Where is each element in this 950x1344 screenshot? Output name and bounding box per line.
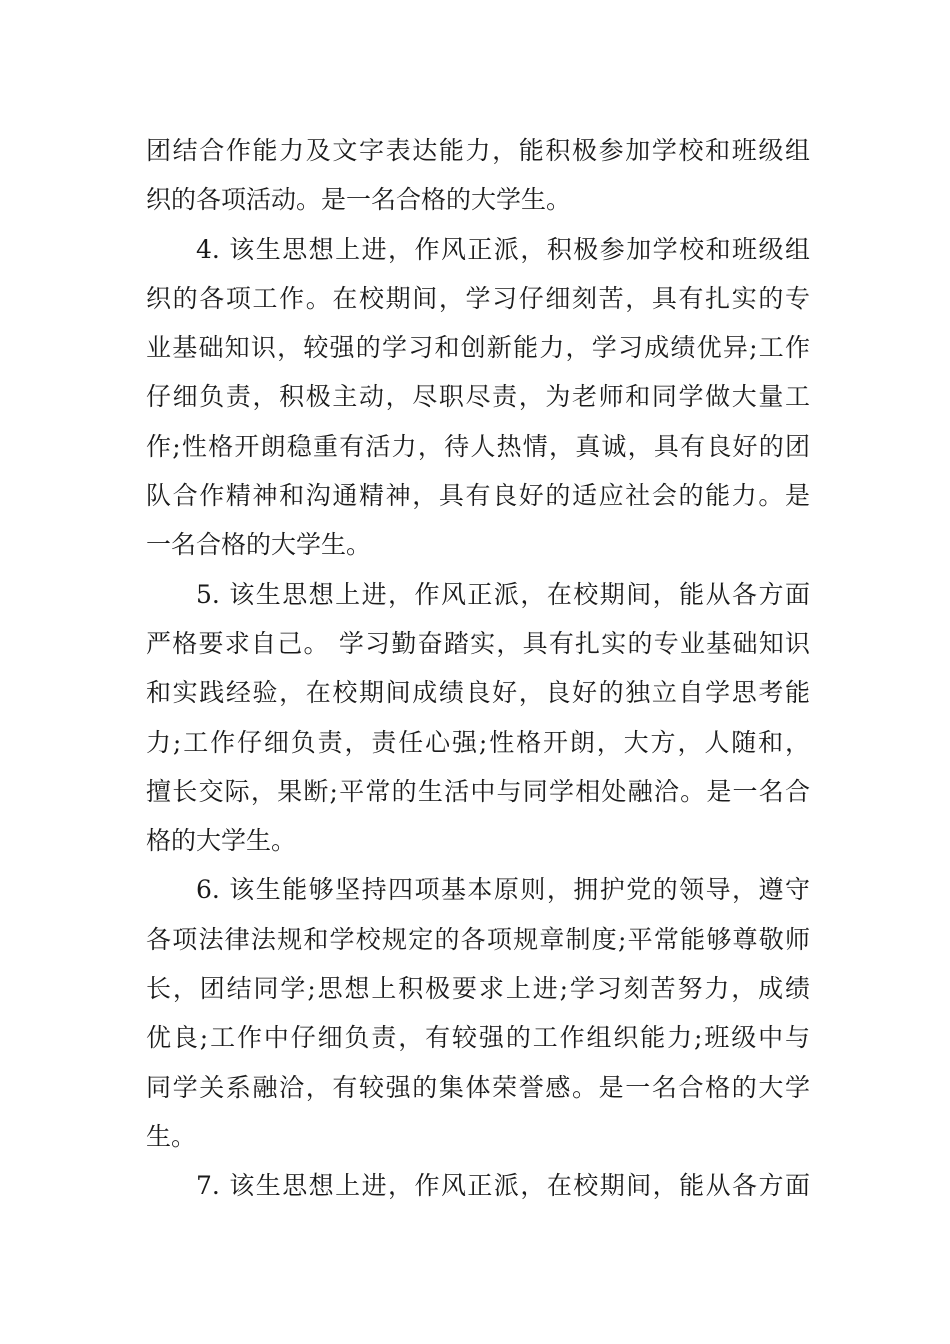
- text-line: 擅长交际，果断;平常的生活中与同学相处融洽。是一名合: [146, 776, 810, 806]
- text-line: 力;工作仔细负责，责任心强;性格开朗，大方，人随和，: [146, 727, 810, 757]
- text-line: 生。: [146, 1121, 197, 1151]
- text-line: 仔细负责，积极主动，尽职尽责，为老师和同学做大量工: [146, 382, 810, 412]
- text-line: 织的各项活动。是一名合格的大学生。: [146, 185, 572, 215]
- text-line: 优良;工作中仔细负责，有较强的工作组织能力;班级中与: [146, 1023, 810, 1053]
- text-line: 同学关系融洽，有较强的集体荣誉感。是一名合格的大学: [146, 1072, 810, 1102]
- text-line: 各项法律法规和学校规定的各项规章制度;平常能够尊敬师: [146, 924, 810, 954]
- document-body: [146, 126, 810, 1211]
- text-line: 团结合作能力及文字表达能力，能积极参加学校和班级组: [146, 136, 810, 165]
- text-line: 一名合格的大学生。: [146, 530, 372, 560]
- text-line: 格的大学生。: [146, 826, 297, 856]
- text-line: 和实践经验，在校期间成绩良好，良好的独立自学思考能: [146, 678, 810, 708]
- text-line: 4. 该生思想上进，作风正派，积极参加学校和班级组: [196, 234, 810, 264]
- text-line: 长，团结同学;思想上积极要求上进;学习刻苦努力，成绩: [146, 974, 810, 1004]
- text-line: 严格要求自己。 学习勤奋踏实，具有扎实的专业基础知识: [146, 628, 810, 658]
- text-line: 业基础知识，较强的学习和创新能力，学习成绩优异;工作: [146, 333, 810, 363]
- text-line: 7. 该生思想上进，作风正派，在校期间，能从各方面: [196, 1171, 810, 1201]
- text-line: 队合作精神和沟通精神，具有良好的适应社会的能力。是: [146, 481, 810, 511]
- text-line: 作;性格开朗稳重有活力，待人热情，真诚，具有良好的团: [146, 431, 810, 461]
- text-line: 6. 该生能够坚持四项基本原则，拥护党的领导，遵守: [196, 875, 810, 905]
- text-line: 5. 该生思想上进，作风正派，在校期间，能从各方面: [196, 579, 810, 609]
- text-line: 织的各项工作。在校期间，学习仔细刻苦，具有扎实的专: [146, 283, 810, 313]
